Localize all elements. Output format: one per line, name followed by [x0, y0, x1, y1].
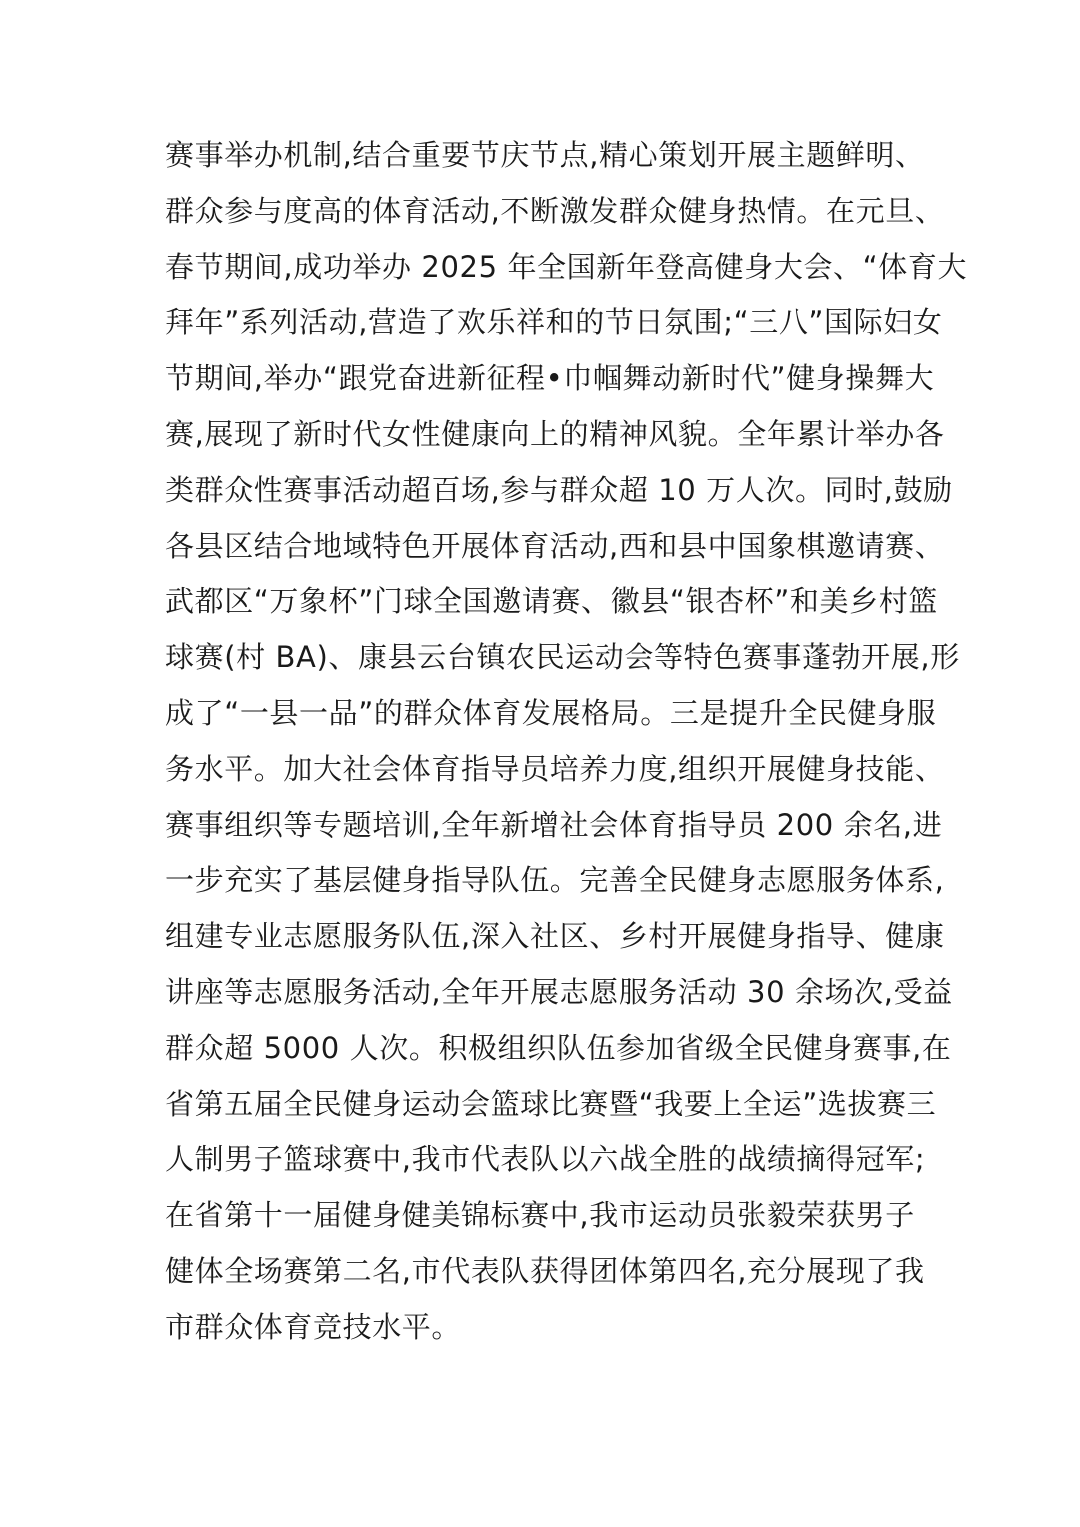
text-line: 省第五届全民健身运动会篮球比赛暨“我要上全运”选拔赛三 [165, 1086, 937, 1121]
text-line: 赛,展现了新时代女性健康向上的精神风貌。全年累计举办各 [165, 416, 945, 451]
body-paragraph [165, 128, 968, 1356]
text-line: 一步充实了基层健身指导队伍。完善全民健身志愿服务体系, [165, 863, 945, 898]
text-line: 群众参与度高的体育活动,不断激发群众健身热情。在元旦、 [165, 193, 945, 228]
text-line: 成了“一县一品”的群众体育发展格局。三是提升全民健身服 [165, 695, 937, 730]
text-line: 春节期间,成功举办 2025 年全国新年登高健身大会、“体育大 [165, 249, 968, 284]
text-line: 各县区结合地域特色开展体育活动,西和县中国象棋邀请赛、 [165, 528, 945, 563]
text-line: 群众超 5000 人次。积极组织队伍参加省级全民健身赛事,在 [165, 1030, 952, 1065]
text-line: 组建专业志愿服务队伍,深入社区、乡村开展健身指导、健康 [165, 919, 945, 954]
text-line: 球赛(村 BA)、康县云台镇农民运动会等特色赛事蓬勃开展,形 [165, 640, 960, 675]
text-line: 在省第十一届健身健美锦标赛中,我市运动员张毅荣获男子 [165, 1198, 915, 1233]
text-line: 类群众性赛事活动超百场,参与群众超 10 万人次。同时,鼓励 [165, 472, 953, 507]
text-line: 赛事组织等专题培训,全年新增社会体育指导员 200 余名,进 [165, 807, 943, 842]
text-line: 拜年”系列活动,营造了欢乐祥和的节日氛围;“三八”国际妇女 [165, 305, 943, 340]
text-line: 务水平。加大社会体育指导员培养力度,组织开展健身技能、 [165, 751, 945, 786]
text-line: 人制男子篮球赛中,我市代表队以六战全胜的战绩摘得冠军; [165, 1142, 926, 1177]
text-line: 赛事举办机制,结合重要节庆节点,精心策划开展主题鲜明、 [165, 138, 925, 172]
text-line: 武都区“万象杯”门球全国邀请赛、徽县“银杏杯”和美乡村篮 [165, 584, 938, 619]
text-line: 讲座等志愿服务活动,全年开展志愿服务活动 30 余场次,受益 [165, 974, 953, 1009]
text-line: 节期间,举办“跟党奋进新征程•巾帼舞动新时代”健身操舞大 [165, 361, 935, 396]
text-line: 健体全场赛第二名,市代表队获得团体第四名,充分展现了我 [165, 1253, 925, 1288]
text-line: 市群众体育竞技水平。 [165, 1309, 462, 1344]
